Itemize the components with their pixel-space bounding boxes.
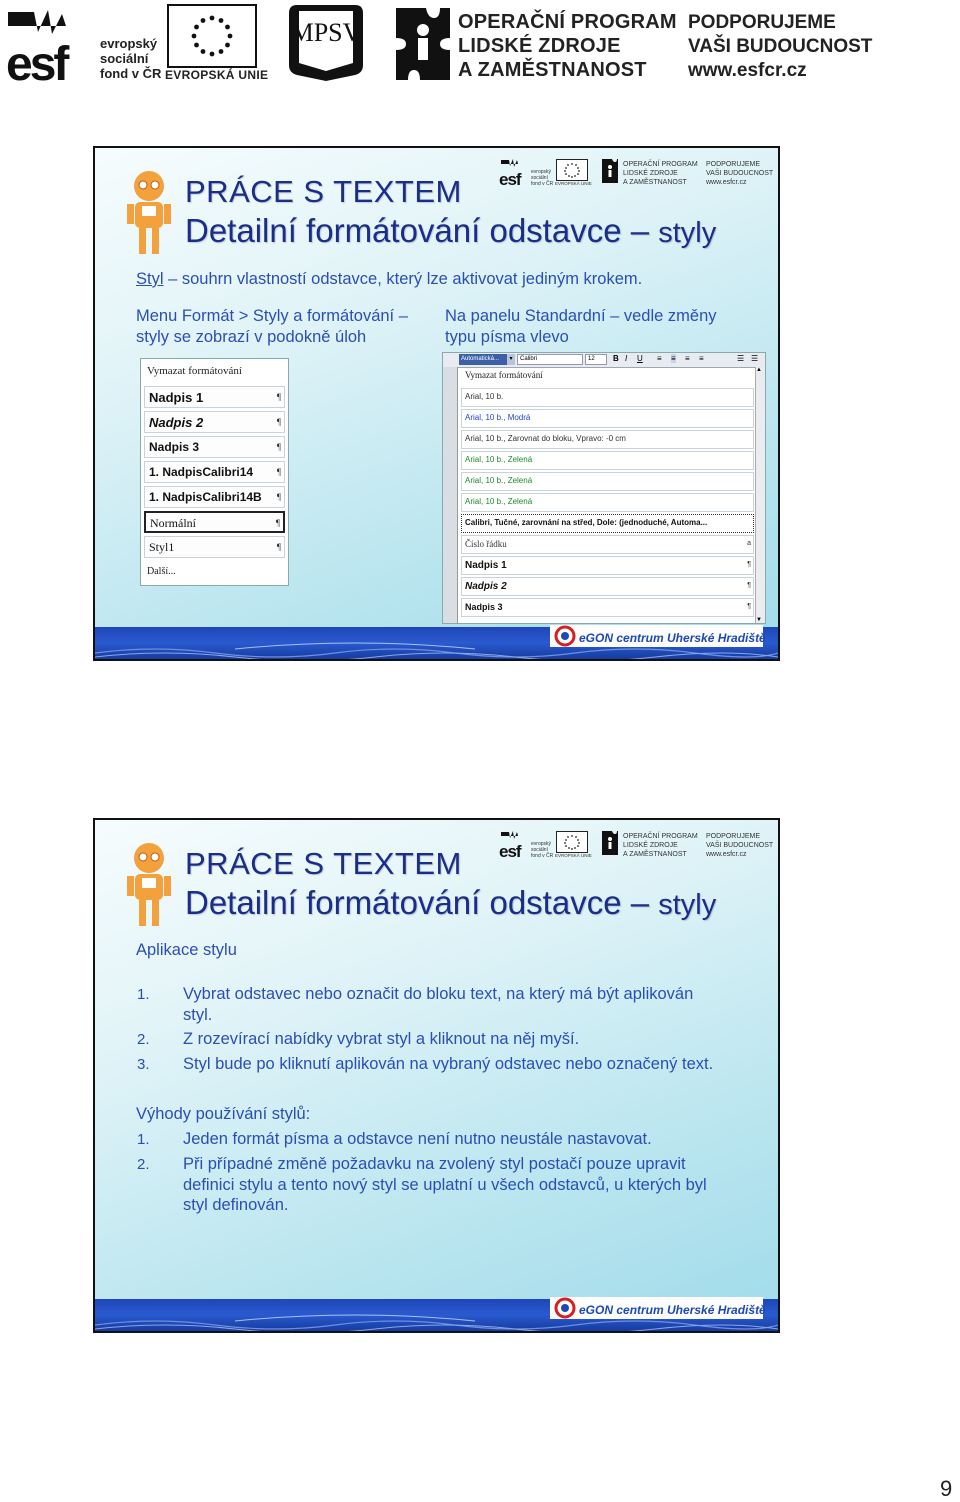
style-item[interactable]: Nadpis 3 ¶ bbox=[461, 598, 754, 617]
mascot-icon bbox=[125, 168, 173, 256]
mini-pvb-text: PODPORUJEME VAŠI BUDOUCNOST www.esfcr.cz bbox=[706, 833, 774, 858]
style-item[interactable]: Nadpis 2 ¶ bbox=[461, 577, 754, 596]
egon-logo-icon bbox=[554, 625, 576, 647]
mini-op-icon bbox=[601, 830, 619, 856]
style-item[interactable]: Arial, 10 b. bbox=[461, 388, 754, 407]
style-combo[interactable]: Automatická... bbox=[459, 354, 507, 365]
slide-subtitle: Detailní formátování odstavce – styly bbox=[185, 884, 717, 921]
list-number: 3. bbox=[137, 1056, 150, 1073]
align-right-icon[interactable]: ≡ bbox=[685, 354, 690, 363]
list-item: Jeden formát písma a odstavce není nutno neustále nastavovat. bbox=[183, 1130, 652, 1148]
slide-title: PRÁCE S TEXTEM bbox=[185, 174, 462, 209]
mini-eu-flag-icon bbox=[556, 831, 588, 853]
list-item: Při případné změně požadavku na zvolený styl postačí pouze upravit definici stylu a tento nový styl se uplatní u všech odstavců, u kterých byl styl definován. bbox=[183, 1155, 707, 1214]
page-number: 9 bbox=[940, 1476, 953, 1501]
svg-text:esf: esf bbox=[6, 38, 67, 84]
list-number: 2. bbox=[137, 1031, 150, 1048]
align-left-icon[interactable]: ≡ bbox=[657, 354, 662, 363]
mini-esf-caption: evropský sociální fond v ČR bbox=[531, 169, 554, 187]
list-number: 1. bbox=[137, 986, 150, 1003]
slide-subtitle: Detailní formátování odstavce – styly bbox=[185, 212, 717, 249]
more-styles-link[interactable]: Další... bbox=[147, 566, 176, 577]
style-item[interactable]: Arial, 10 b., Modrá bbox=[461, 409, 754, 428]
mini-op-text: OPERAČNÍ PROGRAM LIDSKÉ ZDROJE A ZAMĚSTNANOST bbox=[623, 833, 698, 858]
op-puzzle-icon bbox=[392, 6, 452, 82]
scroll-down-icon[interactable]: ▼ bbox=[756, 617, 762, 623]
mini-esf-logo bbox=[499, 829, 529, 859]
page-header bbox=[0, 0, 960, 100]
italic-icon[interactable]: I bbox=[625, 354, 628, 363]
style-item-selected[interactable]: Normální ¶ bbox=[144, 511, 285, 533]
svg-text:esf: esf bbox=[499, 170, 521, 187]
style-item[interactable]: Styl1 ¶ bbox=[144, 536, 285, 558]
svg-text:esf: esf bbox=[499, 842, 521, 859]
list-item: Styl bude po kliknutí aplikován na vybraný odstavec nebo označený text. bbox=[183, 1055, 714, 1073]
bold-icon[interactable]: B bbox=[613, 354, 619, 363]
left-caption: Menu Formát > Styly a formátování – styly se zobrazí v podokně úloh bbox=[136, 307, 408, 346]
list-number: 1. bbox=[137, 1131, 150, 1148]
slide-title: PRÁCE S TEXTEM bbox=[185, 846, 462, 881]
footer-text: eGON centrum Uherské Hradiště bbox=[579, 631, 766, 645]
justify-icon[interactable]: ≡ bbox=[699, 354, 704, 363]
esf-caption: evropský sociální fond v ČR bbox=[100, 36, 162, 81]
chevron-down-icon[interactable]: ▾ bbox=[507, 354, 515, 365]
mini-logos bbox=[499, 157, 779, 189]
scroll-up-icon[interactable]: ▲ bbox=[756, 367, 762, 373]
esf-logo bbox=[4, 4, 96, 84]
standard-toolbar bbox=[443, 353, 765, 368]
style-dropdown-screenshot bbox=[442, 352, 766, 624]
mini-logos bbox=[499, 829, 779, 861]
vertical-ruler bbox=[443, 367, 458, 623]
font-combo[interactable]: Calibri bbox=[517, 354, 583, 365]
style-item[interactable]: Arial, 10 b., Zelená bbox=[461, 493, 754, 512]
section-heading: Výhody používání stylů: bbox=[136, 1105, 311, 1123]
mini-esf-logo bbox=[499, 157, 529, 187]
size-combo[interactable]: 12 bbox=[585, 354, 607, 365]
slide-2 bbox=[93, 818, 780, 1333]
podporujeme-text: PODPORUJEME VAŠI BUDOUCNOST www.esfcr.cz bbox=[688, 12, 873, 81]
slide-1 bbox=[93, 146, 780, 661]
mini-op-text: OPERAČNÍ PROGRAM LIDSKÉ ZDROJE A ZAMĚSTNANOST bbox=[623, 161, 698, 186]
mini-pvb-text: PODPORUJEME VAŠI BUDOUCNOST www.esfcr.cz bbox=[706, 161, 774, 186]
style-item[interactable]: 1. NadpisCalibri14 ¶ bbox=[144, 461, 285, 483]
mini-eu-caption: EVROPSKÁ UNIE bbox=[555, 181, 592, 186]
eu-flag-icon bbox=[167, 4, 257, 68]
mascot-icon bbox=[125, 840, 173, 928]
list-item: Z rozevírací nabídky vybrat styl a kliknout na něj myší. bbox=[183, 1030, 580, 1048]
scrollbar[interactable] bbox=[755, 367, 765, 623]
mpsv-logo bbox=[289, 5, 363, 81]
mini-esf-caption: evropský sociální fond v ČR bbox=[531, 841, 554, 859]
styl-link[interactable]: Styl bbox=[136, 270, 164, 288]
svg-text:MPSV: MPSV bbox=[290, 18, 362, 47]
clear-formatting-item[interactable]: Vymazat formátování bbox=[465, 370, 543, 380]
eu-caption: EVROPSKÁ UNIE bbox=[165, 68, 269, 82]
style-item[interactable]: Nadpis 2 ¶ bbox=[144, 411, 285, 433]
numbering-icon[interactable]: ☰ bbox=[737, 354, 745, 363]
underline-icon[interactable]: U bbox=[637, 354, 643, 363]
list-item: Vybrat odstavec nebo označit do bloku text, na který má být aplikován styl. bbox=[183, 985, 694, 1024]
align-center-icon[interactable]: ≡ bbox=[671, 354, 676, 363]
style-item-focused[interactable]: Calibri, Tučné, zarovnání na střed, Dole: (jednoduché, Automa... bbox=[461, 514, 754, 533]
styles-task-pane bbox=[140, 358, 289, 586]
style-item[interactable]: Arial, 10 b., Zelená bbox=[461, 472, 754, 491]
egon-logo-icon bbox=[554, 1297, 576, 1319]
style-item[interactable]: Číslo řádku a bbox=[461, 535, 754, 554]
style-item[interactable]: Nadpis 1 ¶ bbox=[461, 556, 754, 575]
mini-eu-caption: EVROPSKÁ UNIE bbox=[555, 853, 592, 858]
intro-text: Styl – souhrn vlastností odstavce, který lze aktivovat jediným krokem. bbox=[136, 270, 643, 288]
style-item[interactable]: 1. NadpisCalibri14B ¶ bbox=[144, 486, 285, 508]
op-lz-text: OPERAČNÍ PROGRAM LIDSKÉ ZDROJE A ZAMĚSTNANOST bbox=[458, 11, 677, 81]
bullets-icon[interactable]: ☰ bbox=[751, 354, 759, 363]
right-caption: Na panelu Standardní – vedle změny typu písma vlevo bbox=[445, 307, 717, 346]
mini-eu-flag-icon bbox=[556, 159, 588, 181]
style-item[interactable]: Nadpis 1 ¶ bbox=[144, 386, 285, 408]
footer-text: eGON centrum Uherské Hradiště bbox=[579, 1303, 766, 1317]
style-item[interactable]: Nadpis 3 ¶ bbox=[144, 436, 285, 458]
section-heading: Aplikace stylu bbox=[136, 941, 237, 959]
mini-op-icon bbox=[601, 158, 619, 184]
style-item[interactable]: Arial, 10 b., Zarovnat do bloku, Vpravo: -0 cm bbox=[461, 430, 754, 449]
style-item[interactable]: Arial, 10 b., Zelená bbox=[461, 451, 754, 470]
clear-formatting-item[interactable]: Vymazat formátování bbox=[147, 365, 242, 377]
list-number: 2. bbox=[137, 1156, 150, 1173]
